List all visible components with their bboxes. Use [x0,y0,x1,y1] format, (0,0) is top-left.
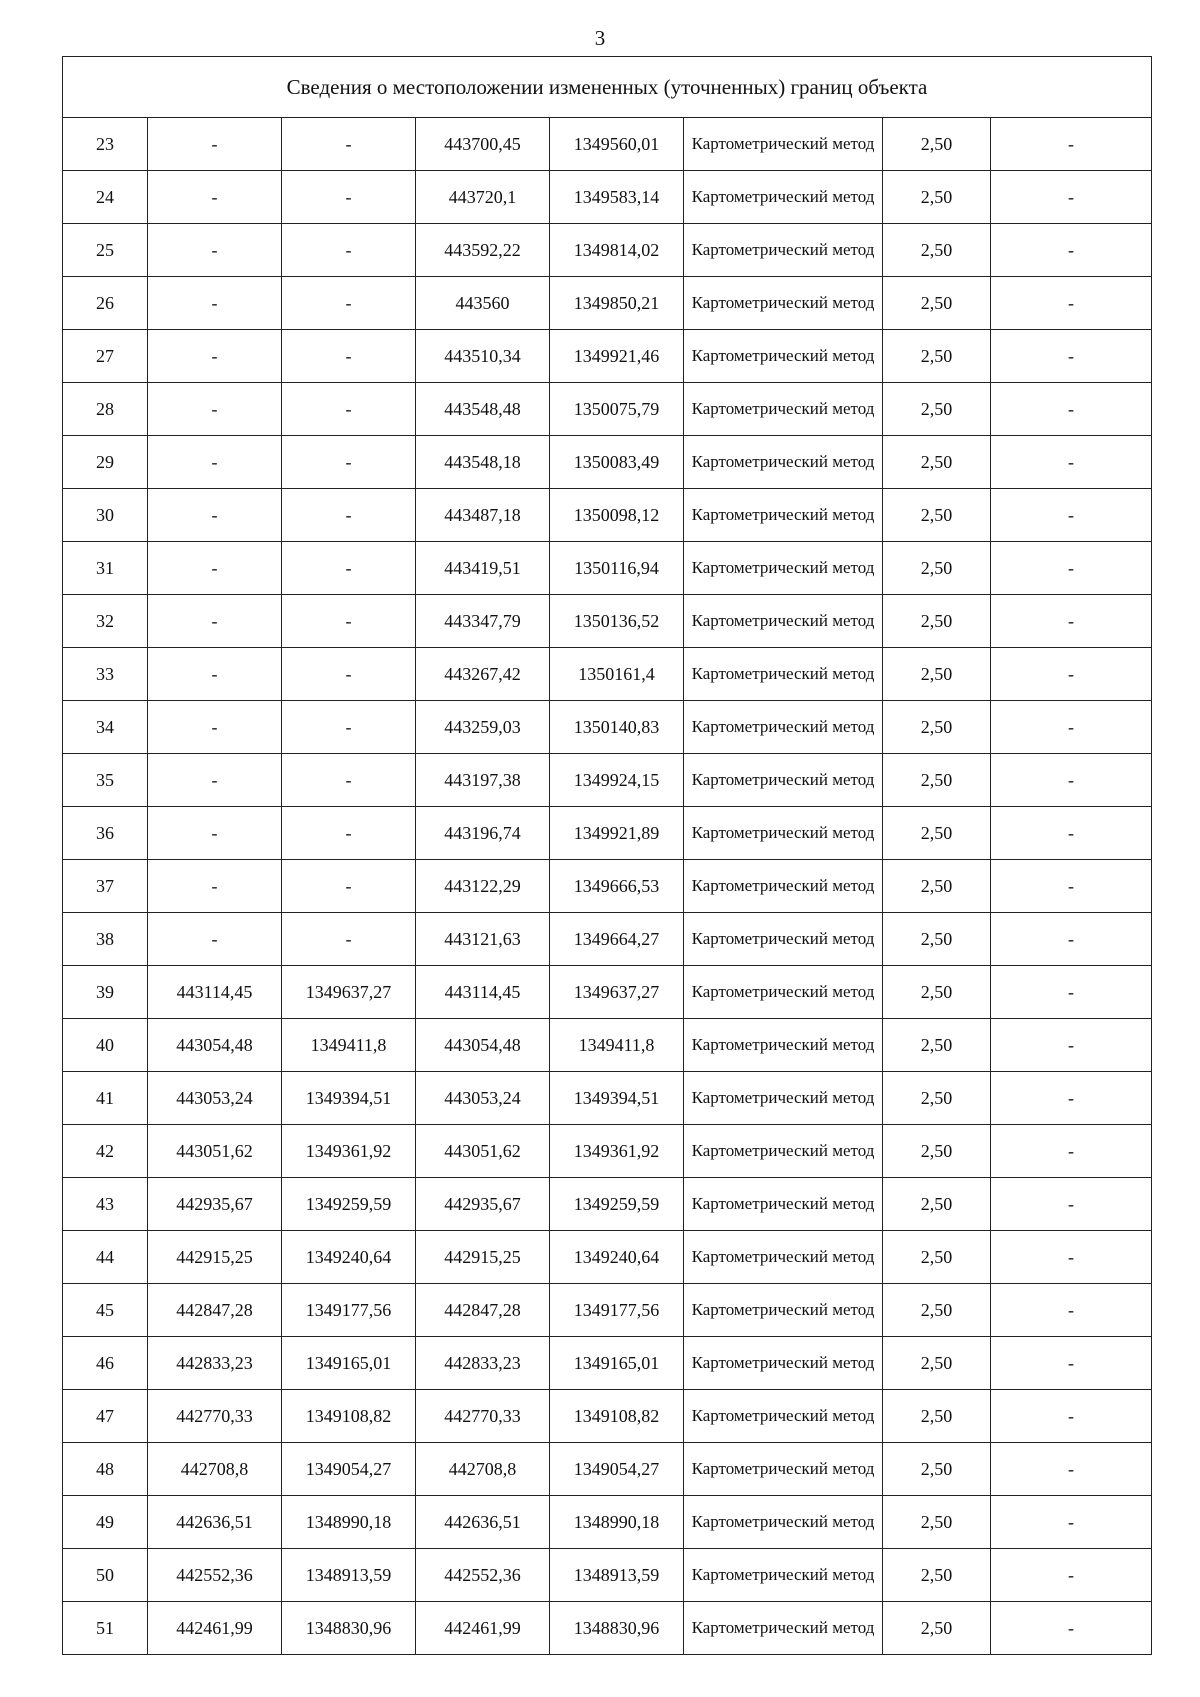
refined-x-cell: 442833,23 [416,1337,550,1390]
note-cell: - [991,277,1152,330]
refined-x-cell: 443720,1 [416,171,550,224]
table-row [63,436,1152,489]
point-number-cell: 50 [63,1549,148,1602]
existing-y-cell: - [282,701,416,754]
note-cell: - [991,1284,1152,1337]
note-cell: - [991,1602,1152,1655]
existing-x-cell: 442770,33 [148,1390,282,1443]
refined-x-cell: 443054,48 [416,1019,550,1072]
note-cell: - [991,648,1152,701]
existing-x-cell: - [148,224,282,277]
table-row [63,1125,1152,1178]
existing-x-cell: - [148,277,282,330]
method-cell: Картометрический метод [684,1337,883,1390]
table-row [63,595,1152,648]
method-cell: Картометрический метод [684,1443,883,1496]
existing-y-cell: - [282,383,416,436]
existing-x-cell: - [148,171,282,224]
existing-y-cell: 1349240,64 [282,1231,416,1284]
table-row [63,1072,1152,1125]
method-cell: Картометрический метод [684,648,883,701]
note-cell: - [991,1125,1152,1178]
refined-y-cell: 1348990,18 [550,1496,684,1549]
existing-y-cell: 1349054,27 [282,1443,416,1496]
accuracy-cell: 2,50 [883,118,991,171]
existing-y-cell: 1348990,18 [282,1496,416,1549]
existing-y-cell: - [282,277,416,330]
refined-x-cell: 442847,28 [416,1284,550,1337]
point-number-cell: 31 [63,542,148,595]
existing-x-cell: 442935,67 [148,1178,282,1231]
point-number-cell: 29 [63,436,148,489]
existing-x-cell: 443051,62 [148,1125,282,1178]
existing-y-cell: - [282,648,416,701]
table-row [63,489,1152,542]
table-row [63,1549,1152,1602]
refined-x-cell: 443419,51 [416,542,550,595]
existing-y-cell: - [282,754,416,807]
note-cell: - [991,966,1152,1019]
existing-y-cell: - [282,330,416,383]
accuracy-cell: 2,50 [883,1178,991,1231]
point-number-cell: 51 [63,1602,148,1655]
refined-y-cell: 1349664,27 [550,913,684,966]
point-number-cell: 41 [63,1072,148,1125]
point-number-cell: 48 [63,1443,148,1496]
method-cell: Картометрический метод [684,1284,883,1337]
accuracy-cell: 2,50 [883,1072,991,1125]
table-row [63,648,1152,701]
existing-x-cell: - [148,913,282,966]
method-cell: Картометрический метод [684,913,883,966]
note-cell: - [991,701,1152,754]
method-cell: Картометрический метод [684,489,883,542]
table-row [63,1231,1152,1284]
existing-x-cell: - [148,489,282,542]
method-cell: Картометрический метод [684,1602,883,1655]
note-cell: - [991,171,1152,224]
refined-x-cell: 443122,29 [416,860,550,913]
method-cell: Картометрический метод [684,701,883,754]
existing-y-cell: - [282,542,416,595]
table-row [63,383,1152,436]
point-number-cell: 38 [63,913,148,966]
table-title: Сведения о местоположении измененных (уточненных) границ объекта [63,57,1152,118]
method-cell: Картометрический метод [684,860,883,913]
refined-x-cell: 443548,18 [416,436,550,489]
method-cell: Картометрический метод [684,807,883,860]
accuracy-cell: 2,50 [883,1337,991,1390]
existing-x-cell: - [148,754,282,807]
refined-x-cell: 443592,22 [416,224,550,277]
note-cell: - [991,542,1152,595]
existing-y-cell: 1349177,56 [282,1284,416,1337]
method-cell: Картометрический метод [684,277,883,330]
refined-y-cell: 1349814,02 [550,224,684,277]
existing-y-cell: - [282,118,416,171]
accuracy-cell: 2,50 [883,330,991,383]
point-number-cell: 30 [63,489,148,542]
accuracy-cell: 2,50 [883,277,991,330]
point-number-cell: 43 [63,1178,148,1231]
accuracy-cell: 2,50 [883,1602,991,1655]
refined-x-cell: 443267,42 [416,648,550,701]
table-row [63,701,1152,754]
accuracy-cell: 2,50 [883,489,991,542]
table-row [63,966,1152,1019]
existing-x-cell: 442847,28 [148,1284,282,1337]
note-cell: - [991,118,1152,171]
point-number-cell: 37 [63,860,148,913]
table-row [63,860,1152,913]
refined-y-cell: 1349054,27 [550,1443,684,1496]
existing-y-cell: - [282,489,416,542]
accuracy-cell: 2,50 [883,1284,991,1337]
refined-x-cell: 443560 [416,277,550,330]
method-cell: Картометрический метод [684,542,883,595]
refined-x-cell: 443197,38 [416,754,550,807]
refined-y-cell: 1349108,82 [550,1390,684,1443]
table-body [63,57,1152,1655]
accuracy-cell: 2,50 [883,966,991,1019]
point-number-cell: 33 [63,648,148,701]
existing-x-cell: - [148,118,282,171]
method-cell: Картометрический метод [684,1178,883,1231]
note-cell: - [991,1019,1152,1072]
point-number-cell: 40 [63,1019,148,1072]
refined-y-cell: 1349259,59 [550,1178,684,1231]
note-cell: - [991,1072,1152,1125]
note-cell: - [991,595,1152,648]
refined-x-cell: 443487,18 [416,489,550,542]
existing-y-cell: - [282,807,416,860]
refined-x-cell: 443196,74 [416,807,550,860]
table-row [63,1390,1152,1443]
refined-y-cell: 1350083,49 [550,436,684,489]
point-number-cell: 23 [63,118,148,171]
refined-y-cell: 1348913,59 [550,1549,684,1602]
note-cell: - [991,754,1152,807]
accuracy-cell: 2,50 [883,1125,991,1178]
note-cell: - [991,1443,1152,1496]
point-number-cell: 25 [63,224,148,277]
existing-y-cell: 1348913,59 [282,1549,416,1602]
existing-x-cell: - [148,330,282,383]
method-cell: Картометрический метод [684,383,883,436]
table-row [63,1178,1152,1231]
note-cell: - [991,1178,1152,1231]
note-cell: - [991,913,1152,966]
note-cell: - [991,860,1152,913]
existing-x-cell: 442708,8 [148,1443,282,1496]
existing-y-cell: 1349394,51 [282,1072,416,1125]
refined-x-cell: 442552,36 [416,1549,550,1602]
refined-x-cell: 443121,63 [416,913,550,966]
refined-x-cell: 443259,03 [416,701,550,754]
point-number-cell: 46 [63,1337,148,1390]
existing-x-cell: - [148,860,282,913]
table-row [63,171,1152,224]
point-number-cell: 32 [63,595,148,648]
accuracy-cell: 2,50 [883,1231,991,1284]
refined-y-cell: 1350116,94 [550,542,684,595]
refined-x-cell: 443548,48 [416,383,550,436]
method-cell: Картометрический метод [684,171,883,224]
table-row [63,224,1152,277]
point-number-cell: 36 [63,807,148,860]
existing-y-cell: - [282,436,416,489]
existing-y-cell: 1349165,01 [282,1337,416,1390]
method-cell: Картометрический метод [684,966,883,1019]
refined-y-cell: 1349921,46 [550,330,684,383]
point-number-cell: 49 [63,1496,148,1549]
note-cell: - [991,1390,1152,1443]
table-row [63,1496,1152,1549]
existing-x-cell: - [148,595,282,648]
existing-y-cell: - [282,171,416,224]
point-number-cell: 35 [63,754,148,807]
accuracy-cell: 2,50 [883,436,991,489]
table-row [63,807,1152,860]
existing-x-cell: 442915,25 [148,1231,282,1284]
accuracy-cell: 2,50 [883,542,991,595]
existing-y-cell: 1349637,27 [282,966,416,1019]
boundary-coordinates-table [62,56,1152,1655]
refined-y-cell: 1349361,92 [550,1125,684,1178]
refined-y-cell: 1349924,15 [550,754,684,807]
existing-y-cell: - [282,224,416,277]
method-cell: Картометрический метод [684,1231,883,1284]
existing-y-cell: - [282,595,416,648]
refined-y-cell: 1349637,27 [550,966,684,1019]
refined-y-cell: 1350140,83 [550,701,684,754]
existing-x-cell: - [148,436,282,489]
table-row [63,754,1152,807]
refined-x-cell: 443053,24 [416,1072,550,1125]
refined-x-cell: 442935,67 [416,1178,550,1231]
existing-y-cell: 1348830,96 [282,1602,416,1655]
note-cell: - [991,1231,1152,1284]
refined-x-cell: 442708,8 [416,1443,550,1496]
existing-x-cell: 443114,45 [148,966,282,1019]
method-cell: Картометрический метод [684,1549,883,1602]
method-cell: Картометрический метод [684,754,883,807]
note-cell: - [991,224,1152,277]
accuracy-cell: 2,50 [883,701,991,754]
point-number-cell: 27 [63,330,148,383]
note-cell: - [991,383,1152,436]
note-cell: - [991,330,1152,383]
refined-y-cell: 1350098,12 [550,489,684,542]
point-number-cell: 28 [63,383,148,436]
point-number-cell: 45 [63,1284,148,1337]
accuracy-cell: 2,50 [883,171,991,224]
existing-x-cell: - [148,701,282,754]
note-cell: - [991,436,1152,489]
refined-y-cell: 1349850,21 [550,277,684,330]
refined-y-cell: 1349921,89 [550,807,684,860]
refined-y-cell: 1349165,01 [550,1337,684,1390]
point-number-cell: 44 [63,1231,148,1284]
accuracy-cell: 2,50 [883,1496,991,1549]
existing-x-cell: - [148,383,282,436]
accuracy-cell: 2,50 [883,648,991,701]
existing-y-cell: 1349361,92 [282,1125,416,1178]
refined-x-cell: 443051,62 [416,1125,550,1178]
refined-y-cell: 1349411,8 [550,1019,684,1072]
refined-x-cell: 443510,34 [416,330,550,383]
refined-y-cell: 1349666,53 [550,860,684,913]
refined-x-cell: 442636,51 [416,1496,550,1549]
note-cell: - [991,1337,1152,1390]
table-row [63,542,1152,595]
method-cell: Картометрический метод [684,1125,883,1178]
existing-x-cell: 442552,36 [148,1549,282,1602]
note-cell: - [991,489,1152,542]
method-cell: Картометрический метод [684,118,883,171]
table-row [63,913,1152,966]
accuracy-cell: 2,50 [883,224,991,277]
accuracy-cell: 2,50 [883,1443,991,1496]
table-row [63,1019,1152,1072]
existing-x-cell: 443054,48 [148,1019,282,1072]
note-cell: - [991,1549,1152,1602]
refined-x-cell: 443114,45 [416,966,550,1019]
accuracy-cell: 2,50 [883,595,991,648]
refined-x-cell: 442461,99 [416,1602,550,1655]
accuracy-cell: 2,50 [883,383,991,436]
existing-y-cell: - [282,913,416,966]
table-row [63,1602,1152,1655]
table-row [63,330,1152,383]
existing-x-cell: - [148,542,282,595]
method-cell: Картометрический метод [684,1390,883,1443]
method-cell: Картометрический метод [684,1072,883,1125]
existing-x-cell: - [148,807,282,860]
table-row [63,277,1152,330]
point-number-cell: 26 [63,277,148,330]
accuracy-cell: 2,50 [883,913,991,966]
refined-y-cell: 1350161,4 [550,648,684,701]
refined-y-cell: 1348830,96 [550,1602,684,1655]
refined-y-cell: 1349560,01 [550,118,684,171]
refined-y-cell: 1349177,56 [550,1284,684,1337]
accuracy-cell: 2,50 [883,1549,991,1602]
accuracy-cell: 2,50 [883,1019,991,1072]
refined-y-cell: 1350075,79 [550,383,684,436]
note-cell: - [991,807,1152,860]
table-title-row [63,57,1152,118]
table-row [63,1284,1152,1337]
refined-y-cell: 1349394,51 [550,1072,684,1125]
existing-x-cell: - [148,648,282,701]
existing-y-cell: - [282,860,416,913]
point-number-cell: 47 [63,1390,148,1443]
existing-x-cell: 442833,23 [148,1337,282,1390]
existing-y-cell: 1349259,59 [282,1178,416,1231]
point-number-cell: 42 [63,1125,148,1178]
existing-y-cell: 1349411,8 [282,1019,416,1072]
table-row [63,1443,1152,1496]
refined-y-cell: 1349583,14 [550,171,684,224]
refined-y-cell: 1349240,64 [550,1231,684,1284]
refined-y-cell: 1350136,52 [550,595,684,648]
point-number-cell: 39 [63,966,148,1019]
accuracy-cell: 2,50 [883,860,991,913]
existing-x-cell: 442636,51 [148,1496,282,1549]
table-row [63,1337,1152,1390]
point-number-cell: 34 [63,701,148,754]
table-row [63,118,1152,171]
method-cell: Картометрический метод [684,595,883,648]
accuracy-cell: 2,50 [883,807,991,860]
page-number: 3 [594,26,606,50]
existing-x-cell: 442461,99 [148,1602,282,1655]
refined-x-cell: 443700,45 [416,118,550,171]
refined-x-cell: 443347,79 [416,595,550,648]
refined-x-cell: 442770,33 [416,1390,550,1443]
refined-x-cell: 442915,25 [416,1231,550,1284]
accuracy-cell: 2,50 [883,754,991,807]
method-cell: Картометрический метод [684,1019,883,1072]
existing-y-cell: 1349108,82 [282,1390,416,1443]
existing-x-cell: 443053,24 [148,1072,282,1125]
point-number-cell: 24 [63,171,148,224]
method-cell: Картометрический метод [684,224,883,277]
method-cell: Картометрический метод [684,330,883,383]
accuracy-cell: 2,50 [883,1390,991,1443]
method-cell: Картометрический метод [684,436,883,489]
method-cell: Картометрический метод [684,1496,883,1549]
note-cell: - [991,1496,1152,1549]
